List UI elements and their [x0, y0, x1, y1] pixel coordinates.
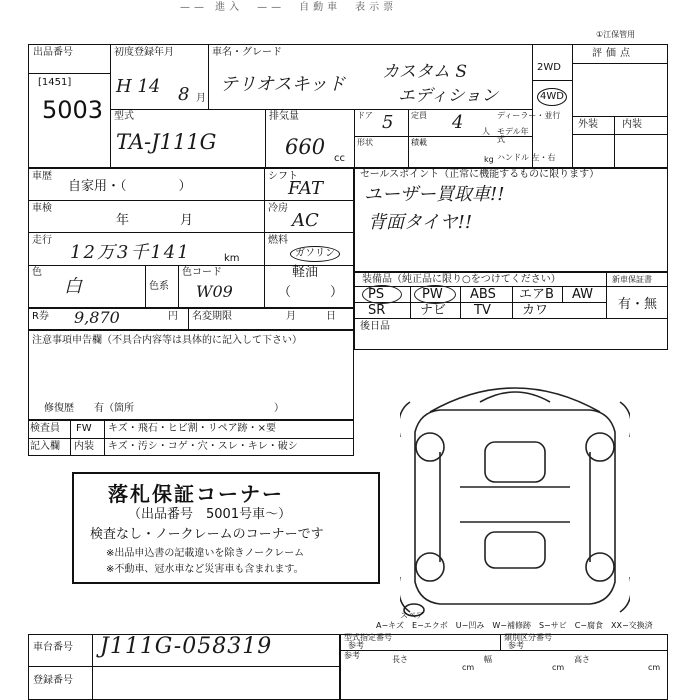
sales-point-label: セールスポイント（正常に機能するものに限ります）: [360, 169, 600, 180]
width-cm: cm: [552, 663, 565, 672]
equip-abs: ABS: [470, 287, 496, 302]
repair-history: 修復歴 有（箇所 ）: [44, 403, 284, 414]
fw-items: キズ・飛石・ヒビ割・リペア跡・×要: [108, 423, 276, 434]
lot-number: 5003: [42, 96, 104, 124]
color-value: 白: [64, 276, 82, 297]
grade-line-2: エディション: [398, 86, 499, 106]
equip-pw: PW: [422, 287, 443, 302]
interior-label: 内装: [622, 119, 642, 130]
first-reg-label: 初度登録年月: [114, 47, 174, 58]
name-change-label: 名変期限: [192, 311, 232, 322]
notes-label: 注意事項申告欄（不具合内容等は具体的に記入して下さい）: [32, 335, 302, 346]
doors-label: ドア: [357, 111, 373, 120]
sales-point-1: ユーザー買取車!!: [364, 184, 505, 205]
spare-label: スペア: [400, 611, 424, 620]
dims-ref-label: 参考: [344, 651, 360, 660]
width-label: 幅: [484, 655, 492, 664]
car-name-label: 車名・グレード: [212, 47, 282, 58]
inspection-year-unit: 年: [116, 213, 130, 228]
kg-unit: kg: [484, 155, 494, 164]
usage-value: 自家用・（ ）: [68, 179, 192, 194]
length-label: 長さ: [392, 655, 408, 664]
drive-2wd: 2WD: [537, 62, 561, 73]
displacement-value: 660: [285, 135, 326, 159]
pw-circle: [414, 285, 456, 304]
handle-label: ハンドル 左・右: [497, 153, 556, 162]
reg-year: H 14: [116, 76, 161, 97]
ac-label: 冷房: [268, 203, 288, 214]
after-day-label: 後日品: [360, 321, 390, 332]
fw-cell: FW: [76, 423, 92, 434]
equip-navi: ナビ: [420, 303, 447, 318]
sales-point-2: 背面タイヤ!!: [368, 212, 473, 233]
inspection-label: 車検: [32, 203, 52, 214]
equip-sr: SR: [368, 303, 386, 318]
car-damage-diagram: [400, 372, 630, 622]
nc-month: 月: [286, 311, 296, 322]
mileage-label: 走行: [32, 235, 52, 246]
exterior-label: 外装: [578, 119, 598, 130]
equip-ps: PS: [368, 287, 385, 302]
length-cm: cm: [462, 663, 475, 672]
ps-circle: [362, 285, 402, 304]
fuel-light: 軽油: [292, 265, 319, 280]
fuel-label: 燃料: [268, 235, 288, 246]
corner-title: 落札保証コーナー: [108, 482, 284, 506]
recycle-value: 9,870: [74, 308, 120, 327]
registration-label: 登録番号: [33, 675, 73, 686]
warranty-label: 新車保証書: [612, 275, 652, 284]
yen-unit: 円: [168, 311, 178, 322]
interior-items: キズ・汚シ・コゲ・穴・スレ・キレ・破シ: [108, 441, 298, 452]
model-value: TA-J111G: [116, 130, 217, 154]
reg-month: 8: [178, 84, 190, 105]
equip-airbag: エアB: [519, 287, 554, 302]
doors-value: 5: [382, 112, 394, 133]
bottom-right-table: [340, 634, 668, 700]
km-unit: km: [224, 253, 240, 264]
height-label: 高さ: [574, 655, 590, 664]
color-variant-label: 色系: [149, 281, 169, 292]
color-code-label: 色コード: [182, 267, 222, 278]
equip-tv: TV: [474, 303, 491, 318]
store-label: ①江保管用: [596, 30, 636, 39]
damage-legend: A−キズ E−エクボ U−凹み W−補修跡 S−サビ C−腐食 XX−交換済: [376, 621, 653, 630]
evaluation-label: 評価点: [592, 48, 634, 59]
shift-value: FAT: [288, 178, 323, 199]
model-year-label: モデル年式: [497, 127, 529, 144]
ac-value: AC: [292, 210, 319, 231]
car-name: テリオスキッド: [220, 74, 346, 95]
cc-unit: cc: [334, 153, 345, 164]
nc-day: 日: [326, 311, 336, 322]
equip-leather: カワ: [522, 303, 549, 318]
shift-label: シフト: [268, 171, 298, 182]
category-label: 類別区分番号: [504, 633, 552, 642]
fuel-gas-circled: ガソリン: [290, 246, 340, 262]
equipment-label: 装備品（純正品に限り○をつけてください）: [362, 274, 561, 285]
corner-line1: 検査なし・ノークレームのコーナーです: [90, 527, 324, 542]
capacity-label: 定員: [411, 111, 427, 120]
warranty-value: 有・無: [618, 297, 658, 312]
chassis-label: 車台番号: [33, 642, 73, 653]
equip-aw: AW: [572, 287, 594, 302]
recycle-label: R券: [32, 311, 49, 322]
fuel-other: （ ）: [278, 285, 344, 300]
shape-label: 形状: [357, 138, 373, 147]
corner-subtitle: （出品番号 5001号車～）: [128, 507, 292, 522]
chassis-value: J111G-058319: [100, 634, 273, 659]
height-cm: cm: [648, 663, 661, 672]
dealer-label: ディーラー・並行: [497, 111, 561, 120]
color-label: 色: [32, 267, 42, 278]
month-unit: 月: [196, 93, 206, 104]
inspector-label: 検査員: [30, 423, 60, 434]
color-code-value: W09: [196, 282, 233, 301]
capacity-value: 4: [452, 112, 464, 133]
lot-number-label: 出品番号: [33, 47, 73, 58]
grade-line-1: カスタム S: [382, 62, 468, 82]
usage-label: 車歴: [32, 171, 52, 182]
type-ref-label: 参考: [348, 641, 364, 650]
interior-cell: 内装: [74, 441, 94, 452]
type-designation-label: 型式指定番号: [344, 633, 392, 642]
entry-field-label: 記入欄: [30, 441, 60, 452]
person-unit: 人: [482, 127, 490, 136]
drive-4wd-circled: 4WD: [537, 88, 567, 106]
category-ref-label: 参考: [508, 641, 524, 650]
mileage-value: 12万3千141: [70, 242, 191, 263]
header-title-fragment: —— 進入 —— 自動車 表示票: [180, 2, 398, 13]
corner-note1: ※出品申込書の記載違いを除きノークレーム: [106, 548, 305, 559]
displacement-label: 排気量: [269, 111, 299, 122]
loading-label: 積載: [411, 138, 427, 147]
lot-prefix: [1451]: [38, 77, 72, 88]
corner-note2: ※不動車、冠水車など災害車も含まれます。: [106, 564, 304, 575]
model-label: 型式: [114, 111, 134, 122]
inspection-month-unit: 月: [180, 213, 194, 228]
